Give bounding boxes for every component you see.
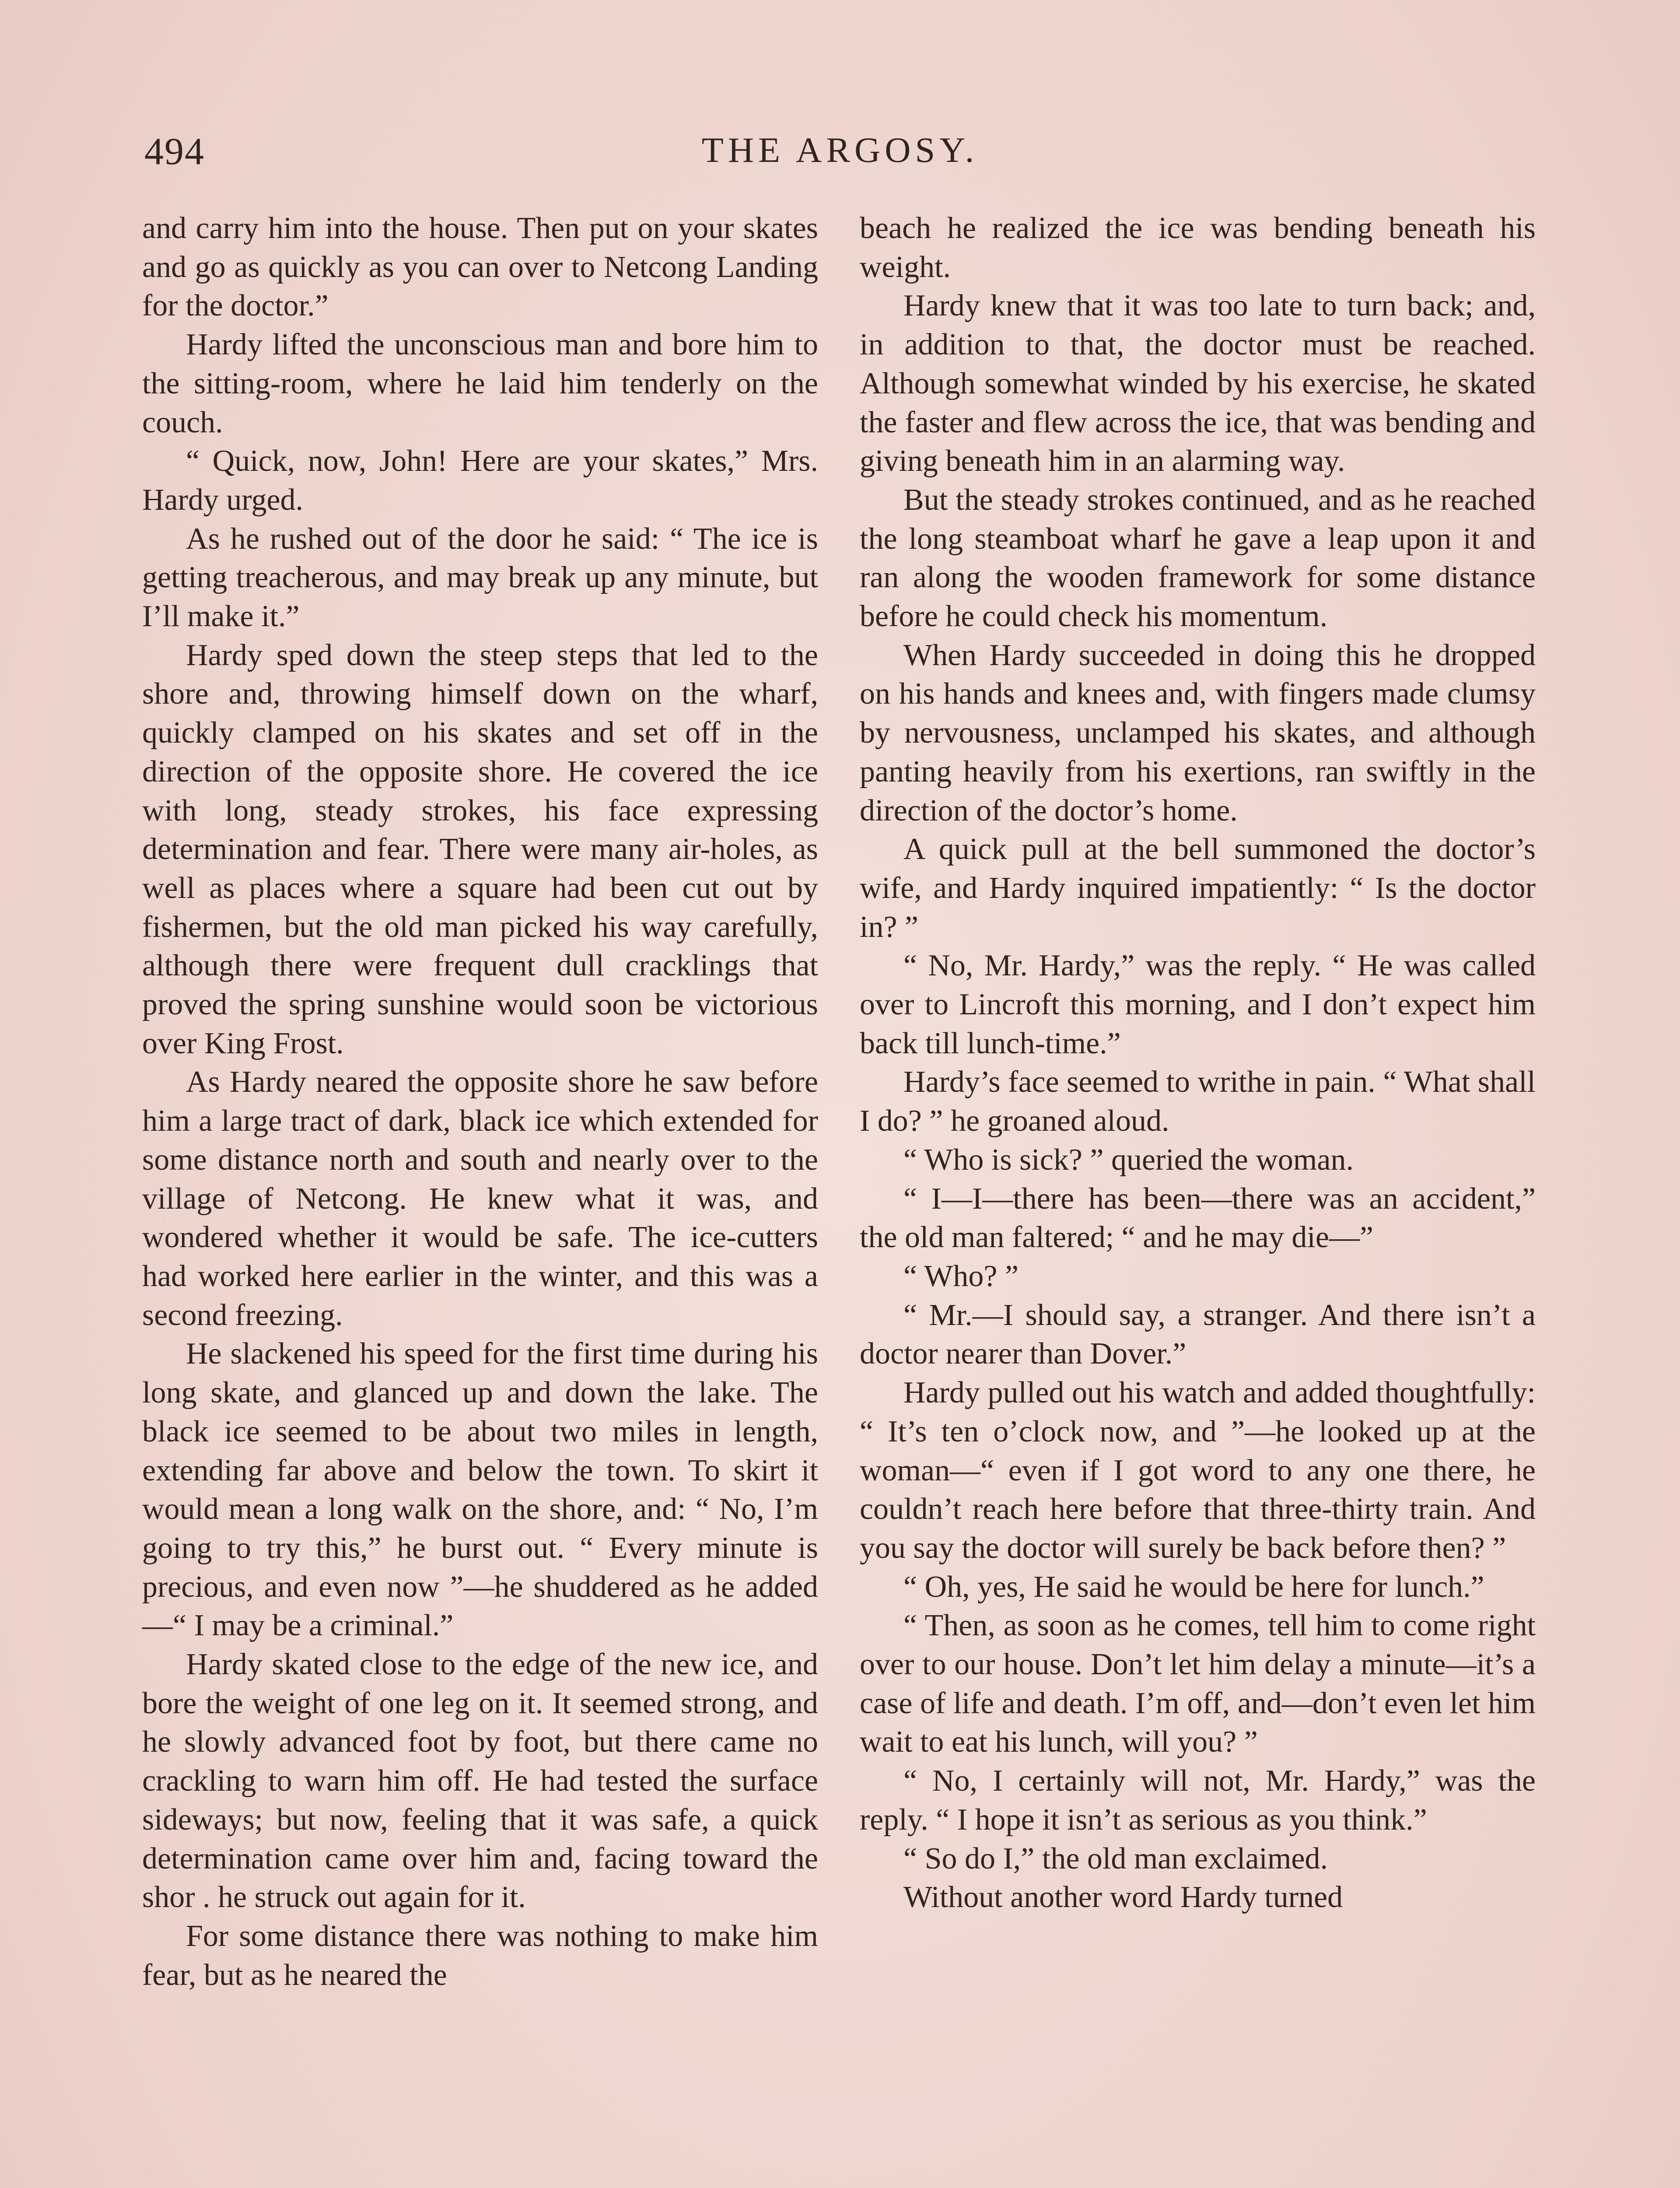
paragraph: Hardy pulled out his watch and added thoughtfully: “ It’s ten o’clock now, and ”—he looked up at the woman—“ even if I got word to any one there, he couldn’t reach here before that three-thirty train. And you say the doctor will surely be back before then? ” (860, 1376, 1536, 1565)
paragraph: But the steady strokes continued, and as he reached the long steamboat wharf he gave a leap upon it and ran along the wooden framework for some distance before he could check his momentum. (860, 483, 1536, 634)
paragraph: For some distance there was nothing to make him fear, but as he neared the (142, 1919, 818, 1992)
paragraph: Hardy lifted the unconscious man and bore him to the sitting-room, where he laid him tenderly on the couch. (142, 328, 818, 439)
paragraph: As Hardy neared the opposite shore he saw before him a large tract of dark, black ice which extended for some distance north and south and nearly over to the village of Netcong. He knew what it was, and wondered whether it would be safe. The ice-cutters had worked here earlier in the winter, and this was a second freezing. (142, 1065, 818, 1332)
paragraph: Without another word Hardy turned (903, 1880, 1343, 1914)
paragraph: “ I—I—there has been—there was an accident,” the old man faltered; “ and he may die—” (860, 1182, 1536, 1255)
running-head: THE ARGOSY. (701, 130, 979, 170)
paragraph: Hardy’s face seemed to writhe in pain. “ What shall I do? ” he groaned aloud. (860, 1065, 1536, 1138)
paragraph: “ Then, as soon as he comes, tell him to come right over to our house. Don’t let him delay a minute—it’s a case of life and death. I’m off, and—don’t even let him wait to eat his lunch, will you? ” (860, 1609, 1536, 1759)
paragraph: Hardy skated close to the edge of the new ice, and bore the weight of one leg on it. It seemed strong, and he slowly advanced foot by foot, but there came no crackling to warn him off. He had tested the surface sideways; but now, feeling that it was safe, a quick determination came over him and, facing toward the shor . he struck out again for it. (142, 1648, 818, 1914)
paragraph: Hardy knew that it was too late to turn back; and, in addition to that, the doctor must be reached. Although somewhat winded by his exercise, he skated the faster and flew across the ice, that was bending and giving beneath him in an alarming way. (860, 289, 1536, 478)
page-number: 494 (144, 130, 205, 173)
paragraph: “ Who is sick? ” queried the woman. (903, 1143, 1354, 1177)
paragraph: “ No, Mr. Hardy,” was the reply. “ He was called over to Lincroft this morning, and I don’t expect him back till lunch-time.” (860, 949, 1536, 1060)
paragraph: “ Quick, now, John! Here are your skates,” Mrs. Hardy urged. (142, 444, 818, 517)
paragraph: “ Mr.—I should say, a stranger. And there isn’t a doctor nearer than Dover.” (860, 1298, 1536, 1371)
paragraph: Hardy sped down the steep steps that led to the shore and, throwing himself down on the wharf, quickly clamped on his skates and set off in the direction of the opposite shore. He covered the ice with long, steady strokes, his face expressing determination and fear. There were many air-holes, as well as places where a square had been cut out by fishermen, but the old man picked his way carefully, although there were frequent dull cracklings that proved the spring sunshine would soon be victorious over King Frost. (142, 638, 818, 1060)
paragraph: As he rushed out of the door he said: “ The ice is getting treacherous, and may break up any minute, but I’ll make it.” (142, 522, 818, 634)
paragraph: He slackened his speed for the first time during his long skate, and glanced up and down the lake. The black ice seemed to be about two miles in length, extending far above and below the town. To skirt it would mean a long walk on the shore, and: “ No, I’m going to try this,” he burst out. “ Every minute is precious, and even now ”—he shuddered as he added—“ I may be a criminal.” (142, 1337, 818, 1643)
paragraph: A quick pull at the bell summoned the doctor’s wife, and Hardy inquired impatiently: “ Is the doctor in? ” (860, 832, 1536, 944)
paragraph: “ No, I certainly will not, Mr. Hardy,” was the reply. “ I hope it isn’t as serious as you think.” (860, 1764, 1536, 1837)
paragraph: “ Who? ” (903, 1259, 1019, 1293)
paragraph: “ So do I,” the old man exclaimed. (903, 1841, 1328, 1876)
left-column (142, 209, 818, 1995)
paragraph: beach he realized the ice was bending beneath his weight. (860, 211, 1536, 284)
paragraph: “ Oh, yes, He said he would be here for lunch.” (903, 1570, 1484, 1604)
paragraph: When Hardy succeeded in doing this he dropped on his hands and knees and, with fingers made clumsy by nervousness, unclamped his skates, and although panting heavily from his exertions, ran swiftly in the direction of the doctor’s home. (860, 638, 1536, 828)
right-column (860, 209, 1536, 1917)
paragraph: and carry him into the house. Then put on your skates and go as quickly as you can over to Netcong Landing for the doctor.” (142, 211, 818, 323)
